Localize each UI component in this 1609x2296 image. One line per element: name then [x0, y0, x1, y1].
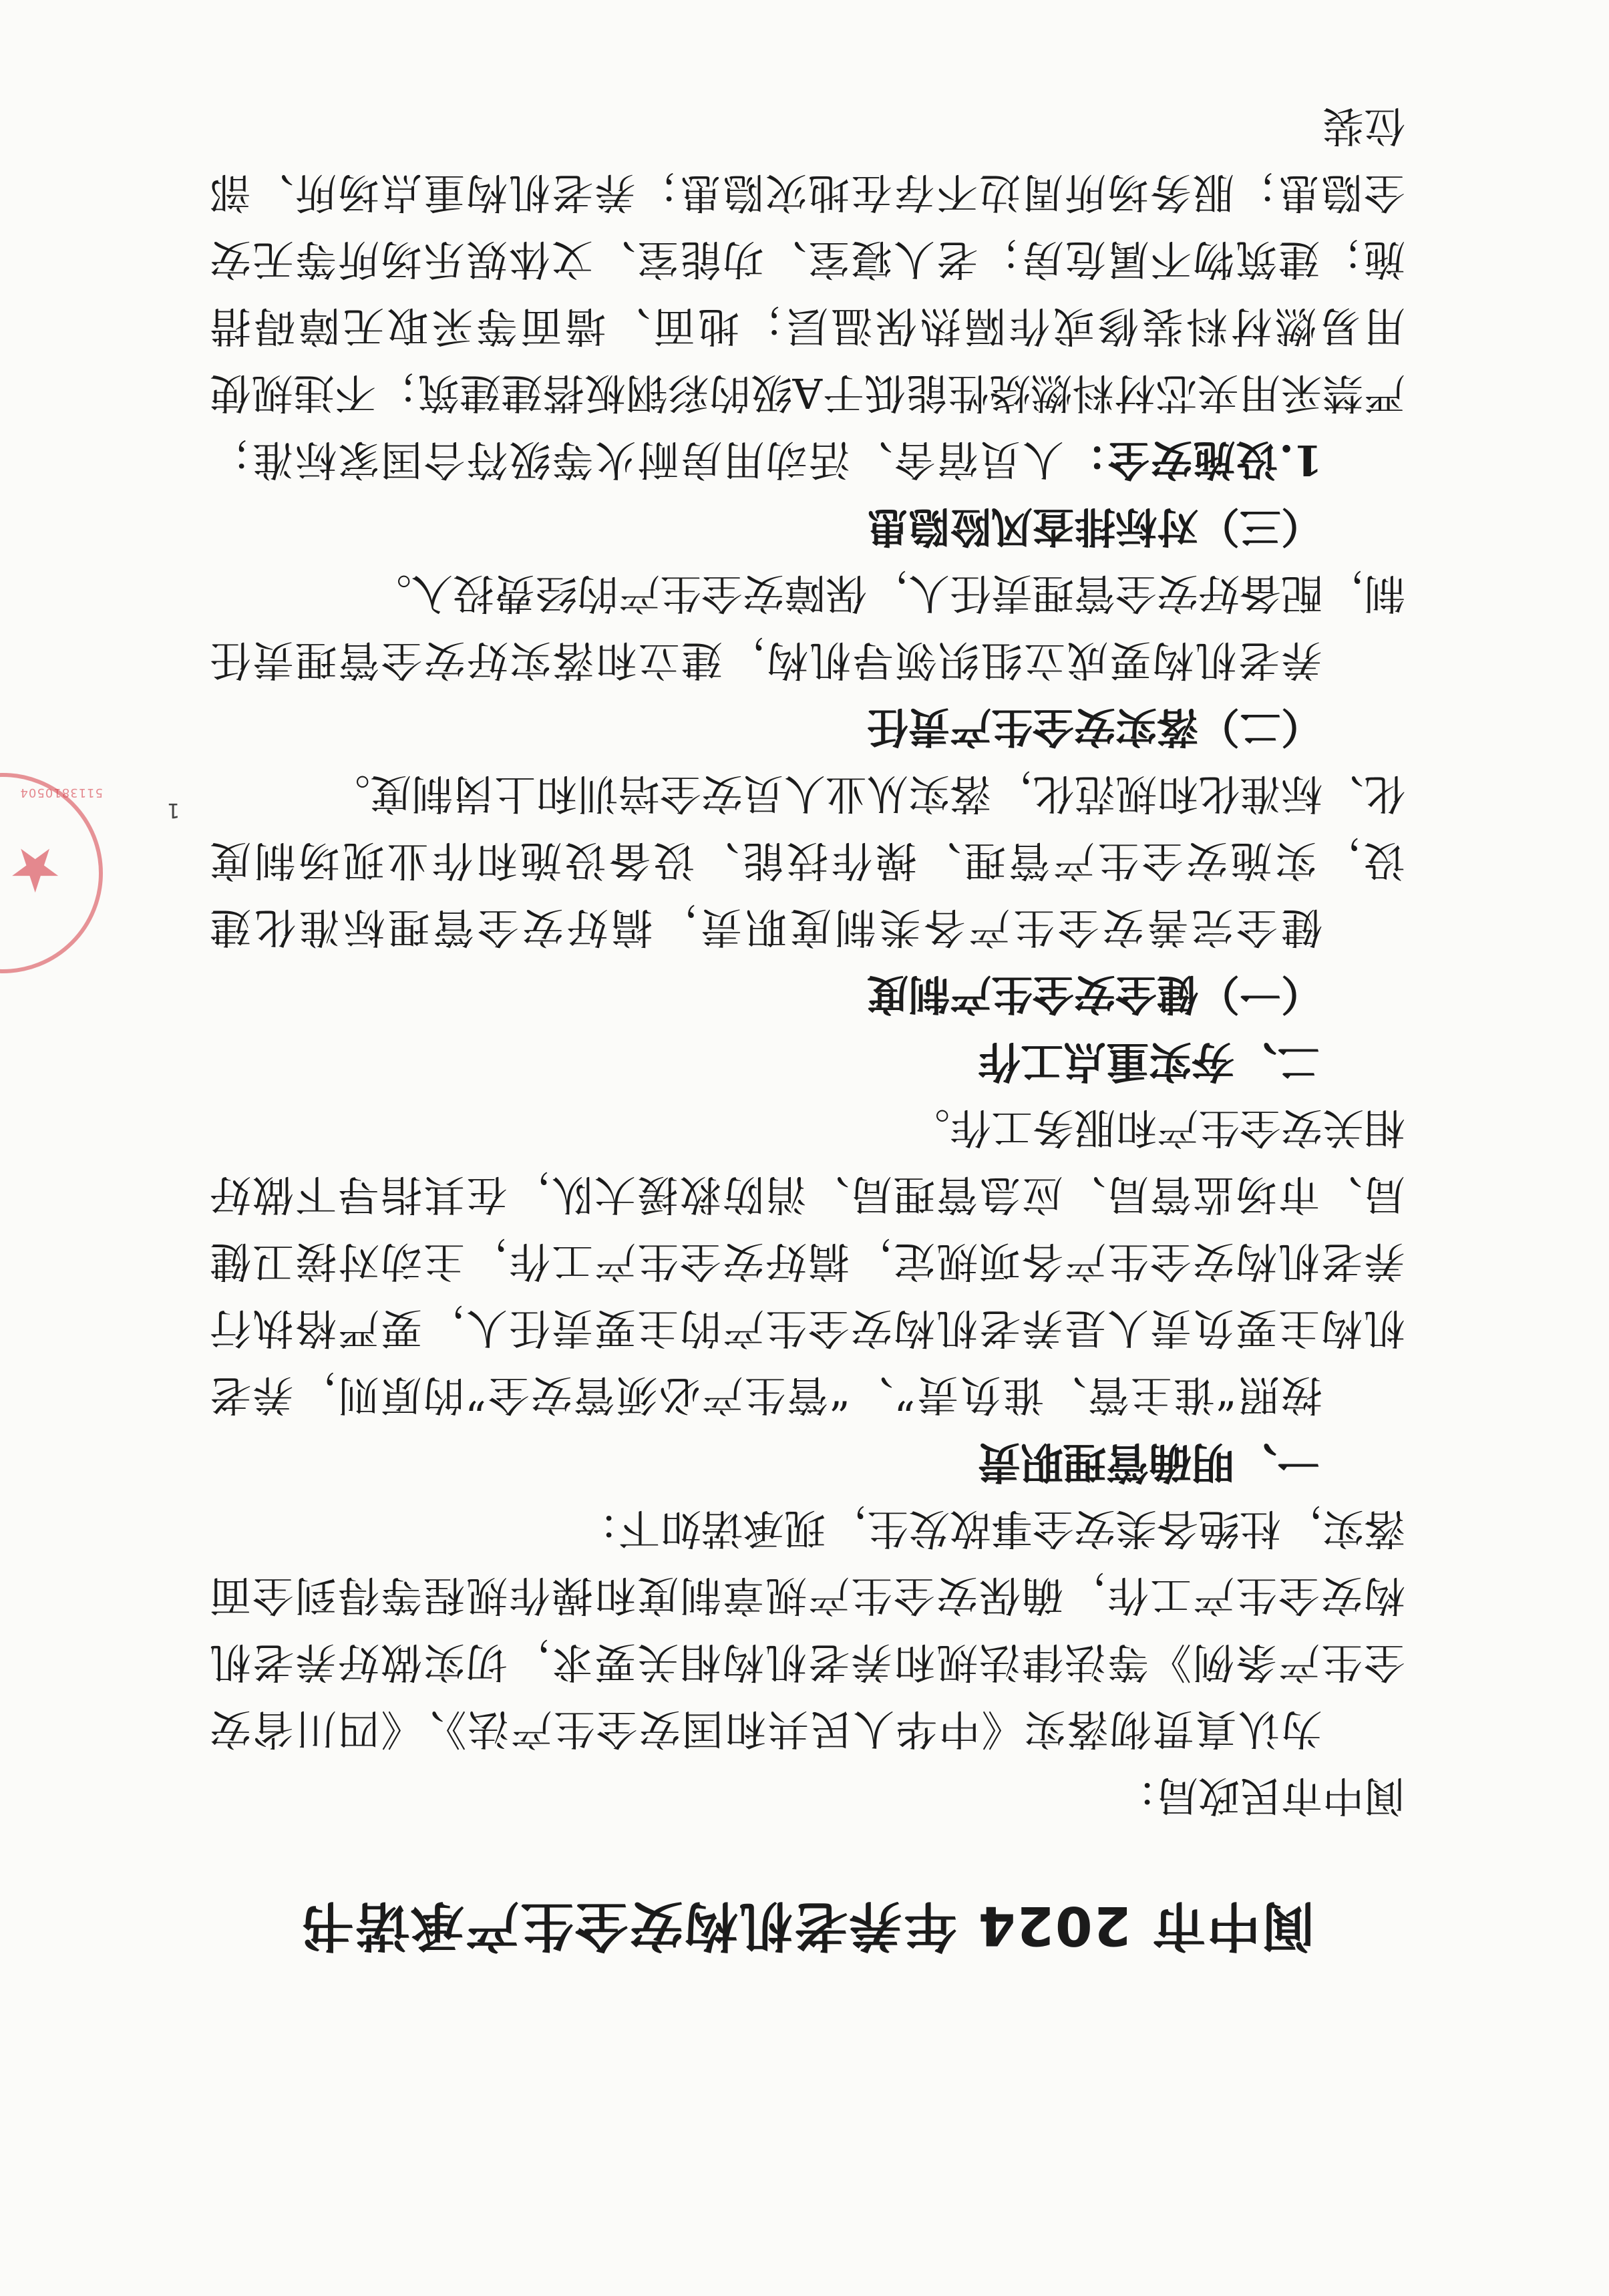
addressee: 阆中市民政局：	[1115, 1772, 1405, 1820]
facility-safety-label: 1.设施安全：	[1063, 436, 1322, 484]
seal-star-icon: ★	[8, 834, 62, 905]
official-seal	[0, 773, 103, 973]
subsection-1-heading: （一）健全安全生产制度	[866, 970, 1322, 1019]
subsection-2-text: 养老机构要成立组织领导机构，建立和落实好安全管理责任制，配备好安全管理责任人，保障安全生产的经费投入。	[210, 569, 1405, 685]
facility-safety-item	[210, 92, 1405, 493]
subsection-1-text: 健全完善安全生产各类制度职责，搞好安全管理标准化建设，实施安全生产管理、操作技能、设备设施和作业现场制度化、标准化和规范化，落实从业人员安全培训和上岗制度。	[210, 770, 1405, 952]
subsection-2-heading: （二）落实安全生产责任	[866, 703, 1322, 752]
facility-safety-text: 人员宿舍、活动用房耐火等级符合国家标准；严禁采用夹芯材料燃烧性能低于A级的彩钢板搭建建筑；不违规使用易燃材料装修或作隔热保温层；地面、墙面等采取无障碍措施；建筑物不属危房；老人寝室、功能室、文体娱乐场所等无安全隐患；服务场所周边不存在地灾隐患；养老机构重点场所、部位装	[210, 102, 1405, 484]
section-1-heading: 一、明确管理职责	[978, 1437, 1320, 1486]
page-number: 1	[167, 798, 180, 822]
section-1-text: 按照“谁主管、谁负责”、“管生产必须管安全”的原则，养老机构主要负责人是养老机构安全生产的主要责任人，要严格执行养老机构安全生产各项规定，搞好安全生产工作，主动对接卫健局、市场监管局、应急管理局、消防救援大队，在其指导下做好相关安全生产和服务工作。	[210, 1104, 1405, 1420]
section-2-heading: 二、夯实重点工作	[978, 1036, 1320, 1086]
intro-paragraph: 为认真贯彻落实《中华人民共和国安全生产法》、《四川省安全生产条例》等法律法规和养老机构相关要求，切实做好养老机构安全生产工作，确保安全生产规章制度和操作规程等得到全面落实，杜绝各类安全事故发生，现承诺如下：	[210, 1504, 1405, 1754]
document-title: 阆中市 2024 年养老机构安全生产承诺书	[299, 1895, 1316, 1957]
seal-number: 5113810504	[19, 786, 103, 800]
subsection-3-heading: （三）对标排查风险隐患	[866, 502, 1322, 551]
document-body	[210, 92, 1405, 1959]
